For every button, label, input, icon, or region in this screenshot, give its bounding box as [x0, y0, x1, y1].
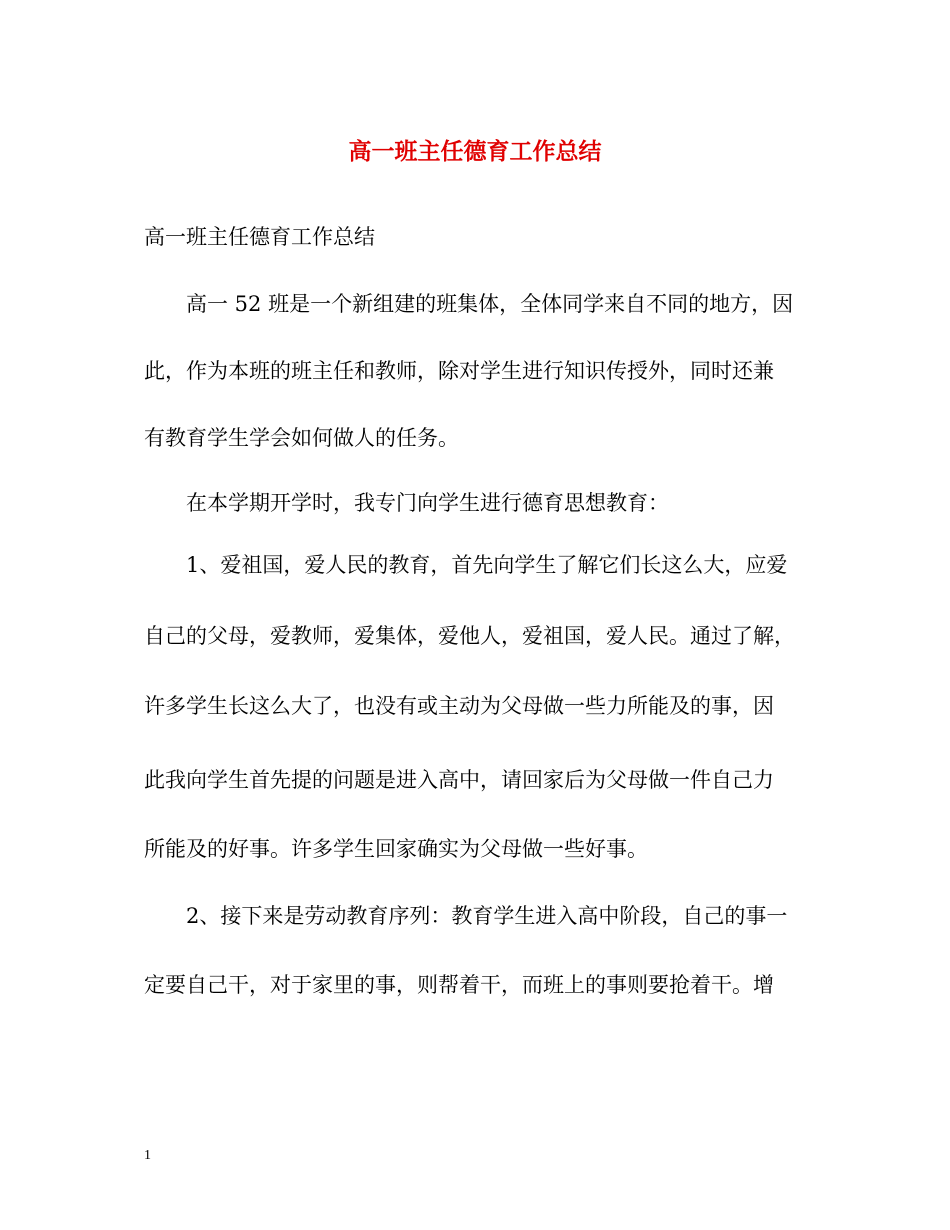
paragraph-line: 所能及的好事。许多学生回家确实为父母做一些好事。 — [144, 837, 648, 861]
paragraph-line: 2、接下来是劳动教育序列：教育学生进入高中阶段，自己的事一 — [186, 904, 788, 928]
page-number: 1 — [144, 1148, 151, 1163]
paragraph-line: 高一 52 班是一个新组建的班集体，全体同学来自不同的地方，因 — [186, 292, 794, 316]
paragraph-line: 此我向学生首先提的问题是进入高中，请回家后为父母做一件自己力 — [144, 768, 774, 792]
paragraph-line: 有教育学生学会如何做人的任务。 — [144, 426, 459, 450]
paragraph-line: 此，作为本班的班主任和教师，除对学生进行知识传授外，同时还兼 — [144, 359, 774, 383]
paragraph-line: 1、爱祖国，爱人民的教育，首先向学生了解它们长这么大，应爱 — [186, 553, 788, 577]
document-subtitle: 高一班主任德育工作总结 — [144, 225, 375, 249]
document-title: 高一班主任德育工作总结 — [348, 138, 602, 165]
paragraph-line: 自己的父母，爱教师，爱集体，爱他人，爱祖国，爱人民。通过了解， — [144, 624, 795, 648]
paragraph-line: 定要自己干，对于家里的事，则帮着干，而班上的事则要抢着干。增 — [144, 973, 774, 997]
paragraph-line: 许多学生长这么大了，也没有或主动为父母做一些力所能及的事，因 — [144, 694, 774, 718]
paragraph-line: 在本学期开学时，我专门向学生进行德育思想教育： — [186, 491, 669, 515]
